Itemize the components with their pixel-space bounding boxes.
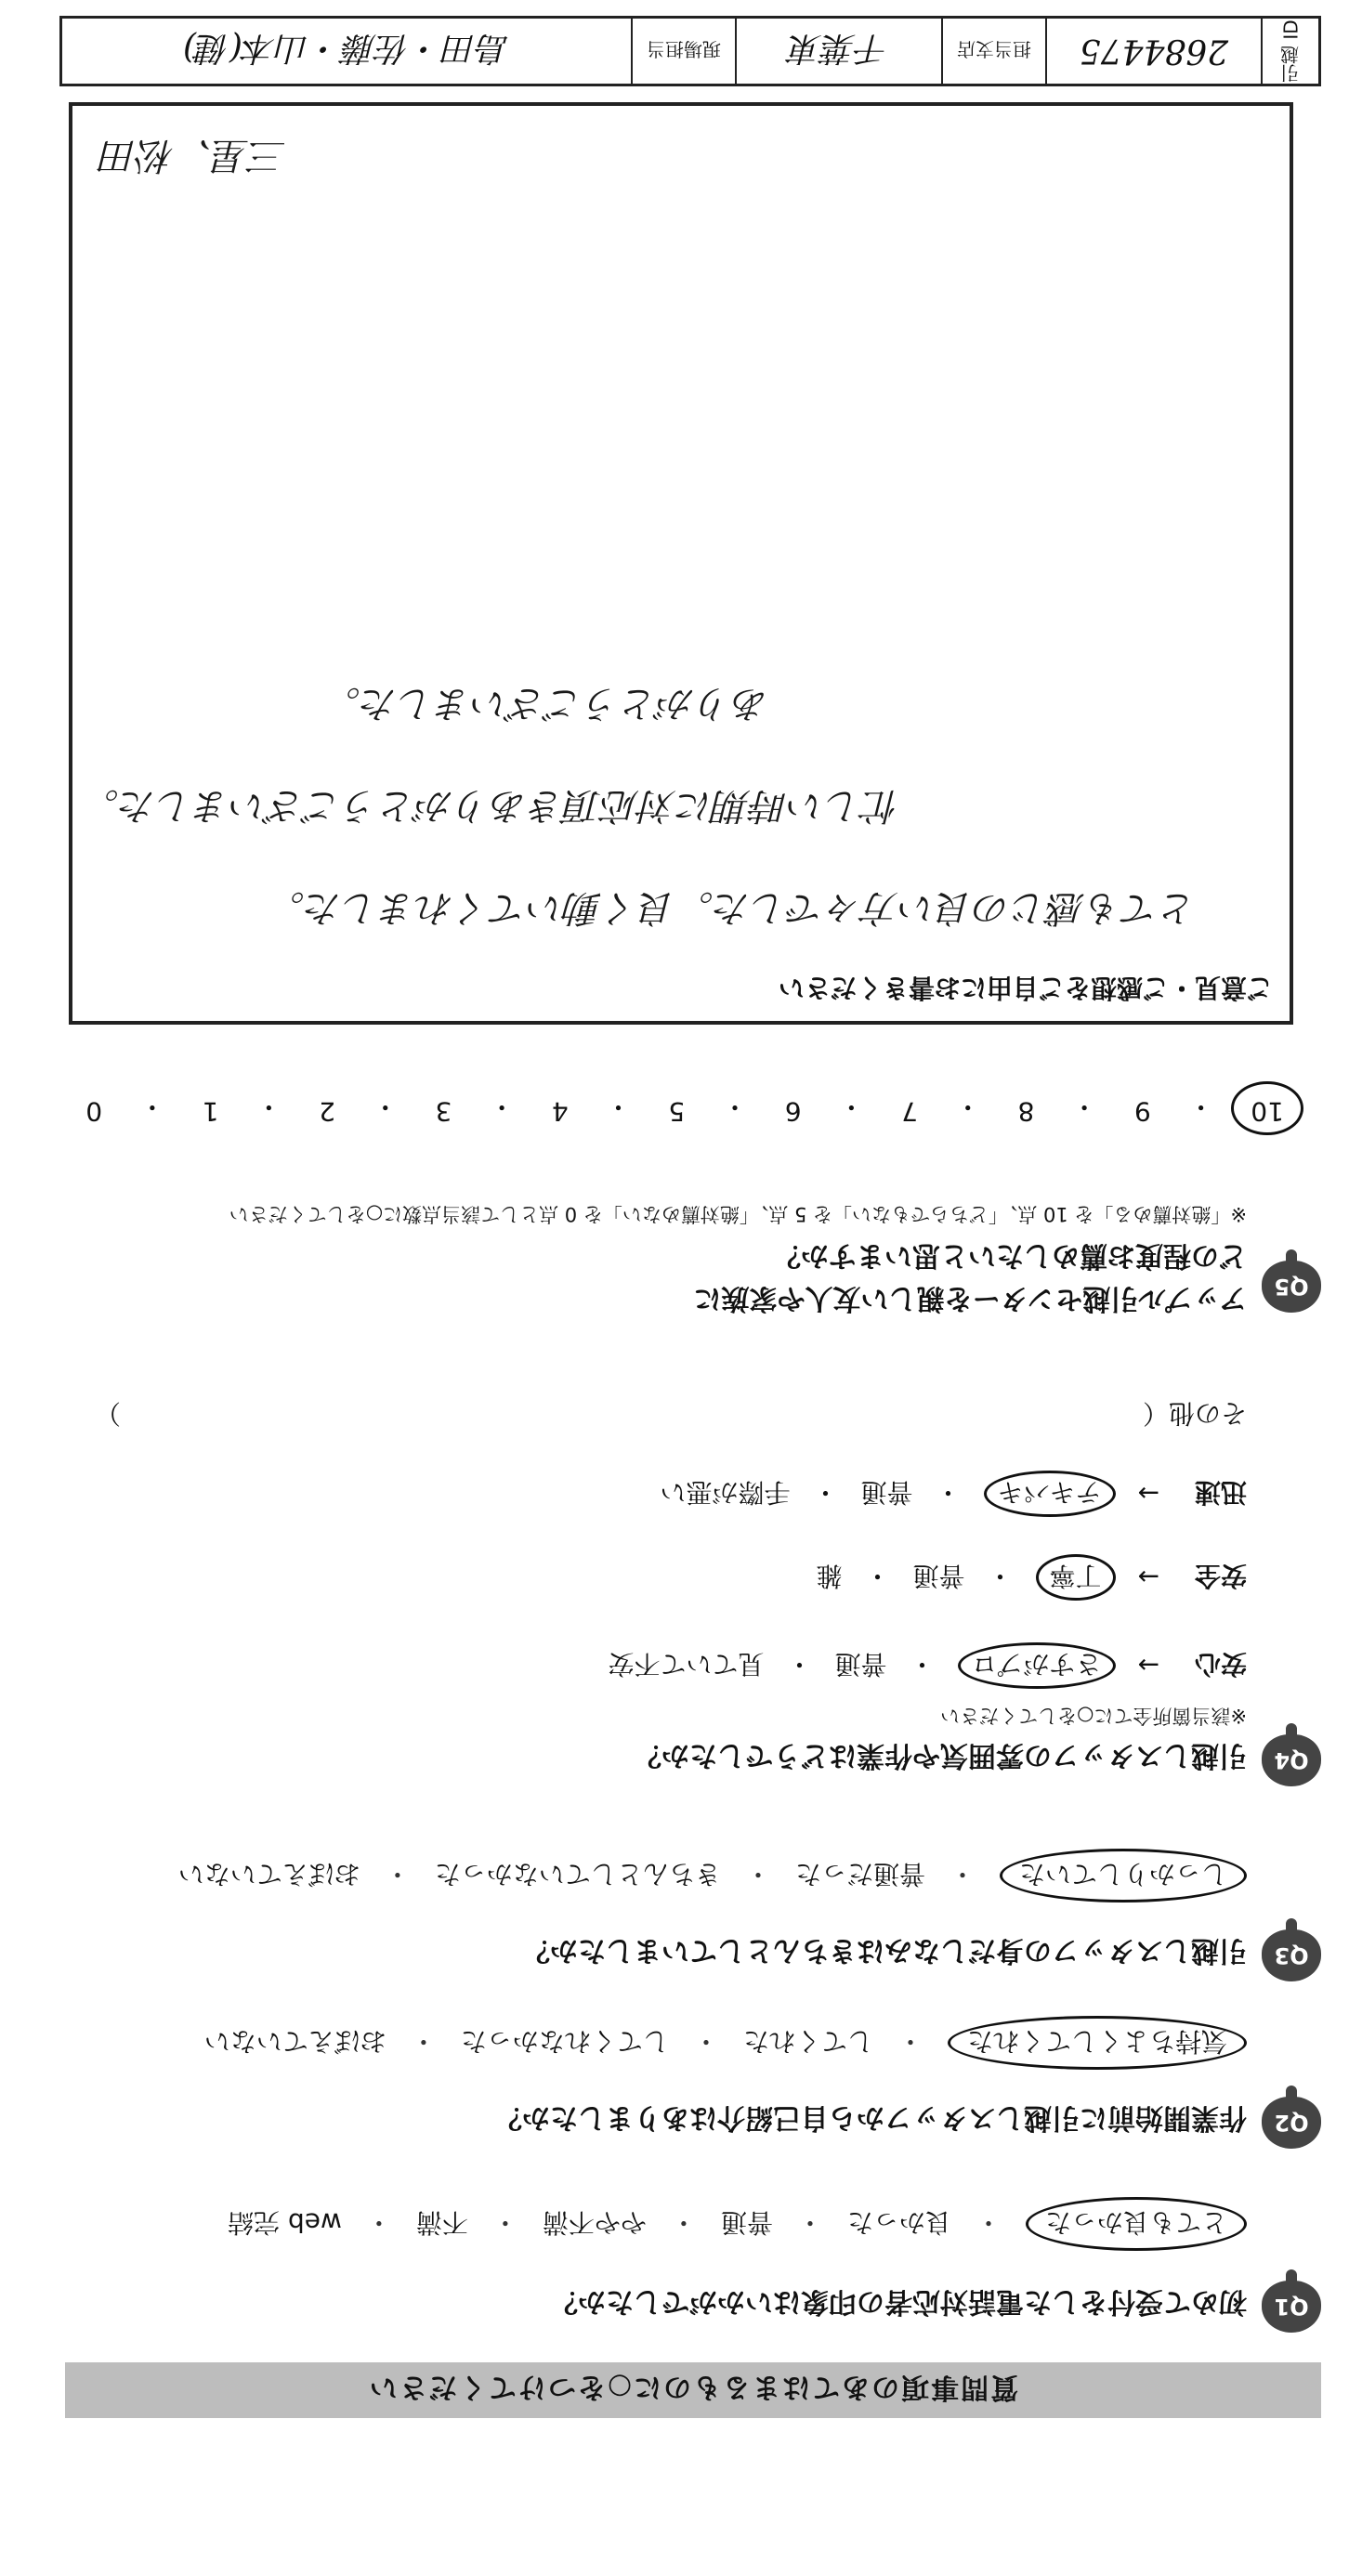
q3-options: しっかりしていた ・ 普通だった ・ きちんとしていなかった ・ おぼえていない — [178, 1849, 1247, 1903]
value-staff: 島田・佐藤・山本(健) — [182, 29, 511, 68]
q4-option[interactable]: 普通 — [860, 1477, 913, 1508]
q3-question: 引越しスタッフの身だしなみはきちんとしていましたか？ — [522, 1934, 1247, 1967]
score-option[interactable]: 6 — [784, 1096, 802, 1127]
label-id: 引越 ID — [1261, 19, 1318, 84]
q4-row-label: 迅速 — [1194, 1477, 1247, 1508]
q4-other-row — [95, 1396, 1247, 1433]
arrow-icon: → — [1137, 1650, 1159, 1681]
q4-option-selected[interactable]: テキパキ — [984, 1471, 1116, 1517]
instruction-text: 質問事項のあてはまるものに○をつけてください — [367, 2371, 1019, 2403]
arrow-icon: → — [1137, 1478, 1159, 1510]
q1-option-selected[interactable]: とても良かった — [1026, 2197, 1247, 2251]
q1-option[interactable]: 良かった — [846, 2207, 951, 2238]
q4-row-label: 安全 — [1194, 1561, 1247, 1591]
q2-option[interactable]: おぼえていない — [203, 2026, 386, 2057]
q2-options: 気持ちよくしてくれた ・ してくれた ・ してくれなかった ・ おぼえていない — [204, 2016, 1247, 2070]
q1-option[interactable]: 不満 — [415, 2207, 468, 2238]
q3-option[interactable]: 普通だった — [794, 1859, 925, 1890]
q5-question-line1: アップル引越センターを親しい友人や家族に — [693, 1282, 1247, 1314]
comment-signature: 三星、松田 — [100, 134, 286, 177]
score-option[interactable]: 4 — [551, 1096, 569, 1127]
q1-badge: Q1 — [1262, 2281, 1321, 2333]
score-option[interactable]: 1 — [202, 1096, 219, 1127]
score-option[interactable]: 5 — [668, 1096, 686, 1127]
q3-option-selected[interactable]: しっかりしていた — [1000, 1849, 1247, 1903]
q4-row-anshin: 安心 → さすがプロ ・ 普通 ・ 見ていて不安 — [608, 1642, 1247, 1689]
q4-question: 引越しスタッフの雰囲気や作業はどうでしたか？ — [634, 1739, 1247, 1772]
arrow-icon: → — [1137, 1562, 1159, 1593]
q4-other-label: その他（ — [1142, 1398, 1247, 1429]
q2-option-selected[interactable]: 気持ちよくしてくれた — [948, 2016, 1247, 2070]
q5-note: ※「絶対薦める」を 10 点、「どちらでもない」を 5 点、「絶対薦めない」を 0 点として該当点数に○をしてください — [229, 1203, 1247, 1225]
q1-option[interactable]: 普通 — [720, 2207, 773, 2238]
score-option[interactable]: 0 — [85, 1096, 103, 1127]
q1-question: 初めて受付をした電話対応者の印象はいかがでしたか？ — [550, 2285, 1247, 2318]
comment-title: ご意見・ご感想をご自由にお書きください — [778, 973, 1273, 1003]
label-staff: 現場担当 — [631, 19, 735, 84]
q5-question-line2: どの程度お薦めしたいと思いますか？ — [773, 1239, 1247, 1272]
score-option[interactable]: 8 — [1017, 1096, 1035, 1127]
q3-badge: Q3 — [1262, 1929, 1321, 1981]
q5-badge: Q5 — [1262, 1261, 1321, 1313]
q4-other-close: ） — [95, 1398, 122, 1429]
q3-option[interactable]: きちんとしていなかった — [434, 1859, 721, 1890]
comment-line: とても感じの良い方々でした。良く動いてくれました。 — [268, 886, 1197, 929]
score-option-selected[interactable]: 10 — [1231, 1081, 1303, 1135]
q4-option[interactable]: 普通 — [834, 1649, 887, 1680]
value-id: 2684475 — [1045, 19, 1261, 84]
q4-option[interactable]: 普通 — [912, 1561, 965, 1591]
label-branch: 担当支店 — [941, 19, 1045, 84]
q3-option[interactable]: おぼえていない — [177, 1859, 360, 1890]
q4-row-anzen: 安全 → 丁寧 ・ 普通 ・ 雑 — [816, 1554, 1247, 1601]
q4-row-label: 安心 — [1194, 1649, 1247, 1680]
q4-option-selected[interactable]: 丁寧 — [1036, 1554, 1116, 1601]
q4-option[interactable]: 見ていて不安 — [608, 1649, 765, 1680]
comment-line: ありがとうございました。 — [323, 682, 769, 725]
q2-badge: Q2 — [1262, 2097, 1321, 2149]
q2-option[interactable]: してくれなかった — [460, 2026, 669, 2057]
q5-scale: 10 ・ 9 ・ 8 ・ 7 ・ 6 ・ 5 ・ 4 ・ 3 ・ 2 ・ 1 ・ 0 — [85, 1090, 1284, 1127]
q4-badge: Q4 — [1262, 1734, 1321, 1786]
instruction-banner — [65, 2362, 1321, 2418]
comment-box[interactable] — [69, 102, 1293, 1025]
id-table — [59, 16, 1321, 86]
score-option[interactable]: 9 — [1133, 1096, 1151, 1127]
q1-option[interactable]: やや不満 — [542, 2207, 647, 2238]
q4-option[interactable]: 雑 — [816, 1561, 843, 1591]
q2-option[interactable]: してくれた — [742, 2026, 873, 2057]
q4-option[interactable]: 手際が悪い — [660, 1477, 791, 1508]
q1-option[interactable]: web 完結 — [228, 2207, 342, 2238]
q4-option-selected[interactable]: さすがプロ — [958, 1642, 1116, 1689]
q2-question: 作業開始前に引越しスタッフから自己紹介はありましたか？ — [494, 2101, 1247, 2134]
q4-row-jinsoku: 迅速 → テキパキ ・ 普通 ・ 手際が悪い — [660, 1471, 1247, 1517]
score-option[interactable]: 3 — [435, 1096, 452, 1127]
score-option[interactable]: 2 — [319, 1096, 335, 1127]
value-branch: 千葉東 — [735, 19, 941, 84]
q4-note: ※該当箇所全てに○をしてください — [940, 1705, 1247, 1727]
q1-options: とても良かった ・ 良かった ・ 普通 ・ やや不満 ・ 不満 ・ web 完結 — [228, 2197, 1247, 2251]
comment-line: 忙しい時期に対応頂きありがとうございました。 — [82, 784, 899, 827]
score-option[interactable]: 7 — [901, 1096, 918, 1127]
